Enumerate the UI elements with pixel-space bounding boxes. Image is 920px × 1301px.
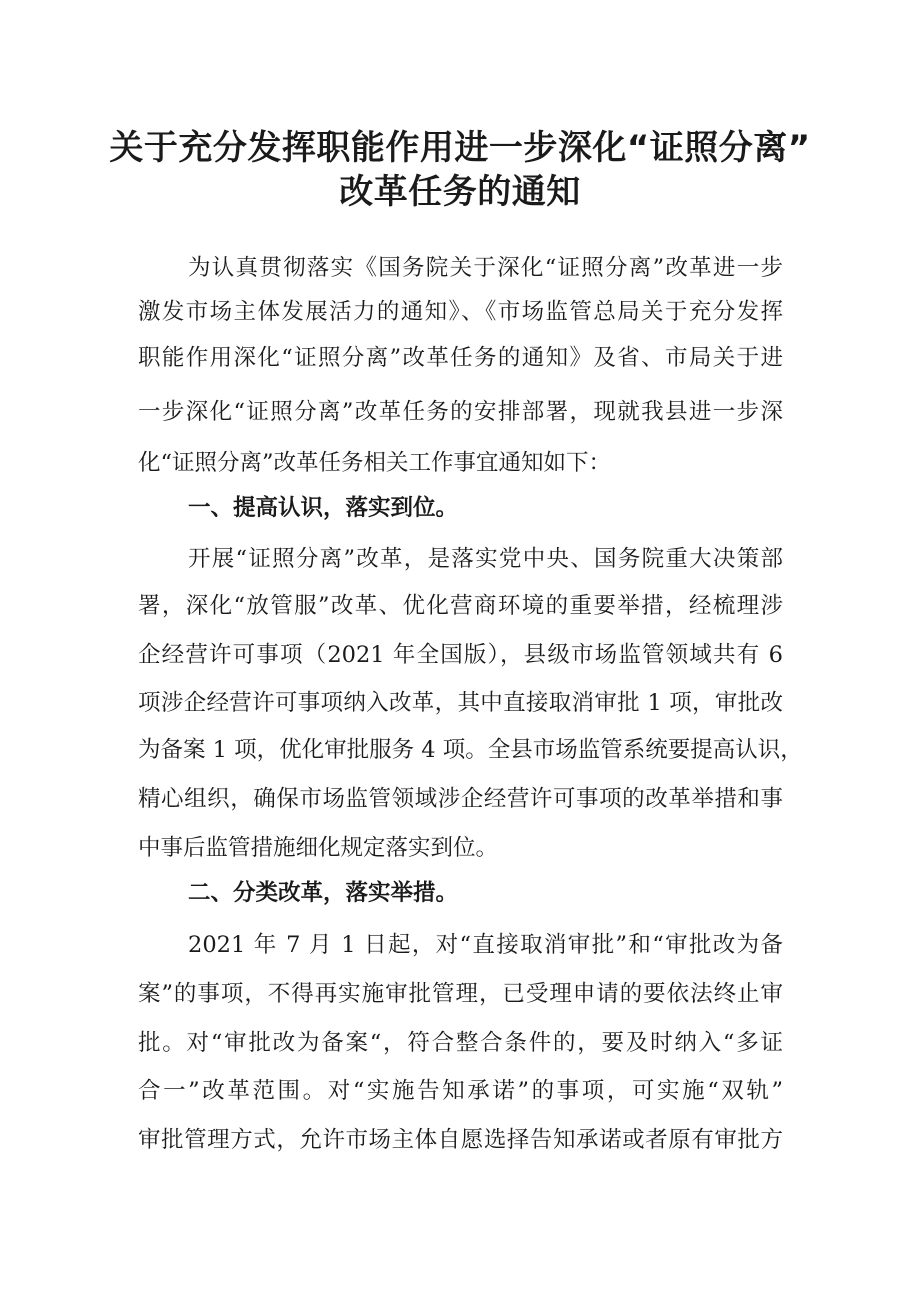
section2-paragraph-line: 批。对“审批改为备案“，符合整合条件的，要及时纳入“多证 [138,1030,783,1056]
section1-paragraph-line: 署，深化“放管服”改革、优化营商环境的重要举措，经梳理涉 [138,593,783,619]
intro-paragraph-line: 化“证照分离”改革任务相关工作事宜通知如下： [138,450,612,476]
intro-paragraph-line: 为认真贯彻落实《国务院关于深化“证照分离”改革进一步 [188,255,783,281]
section1-paragraph-line: 项涉企经营许可事项纳入改革，其中直接取消审批 1 项，审批改 [138,690,783,716]
intro-paragraph-line: 一步深化“证照分离”改革任务的安排部署，现就我县进一步深 [138,399,783,425]
document-title-line-1: 关于充分发挥职能作用进一步深化“证照分离” [109,128,811,168]
section1-paragraph-line: 为备案 1 项，优化审批服务 4 项。全县市场监管系统要提高认识， [138,737,803,763]
section1-paragraph-line: 中事后监管措施细化规定落实到位。 [138,835,499,861]
document-title-line-2: 改革任务的通知 [339,172,581,212]
section1-paragraph-line: 企经营许可事项（2021 年全国版），县级市场监管领域共有 6 [138,642,783,668]
section1-paragraph-line: 精心组织，确保市场监管领域涉企经营许可事项的改革举措和事 [138,786,783,812]
section2-paragraph-line: 案”的事项，不得再实施审批管理，已受理申请的要依法终止审 [138,981,783,1007]
section2-paragraph-line: 审批管理方式，允许市场主体自愿选择告知承诺或者原有审批方 [138,1127,783,1153]
section1-paragraph-line: 开展“证照分离”改革，是落实党中央、国务院重大决策部 [188,546,783,572]
section-heading-1: 一、提高认识，落实到位。 [188,495,459,521]
section2-paragraph-line: 合一”改革范围。对“实施告知承诺”的事项，可实施“双轨” [138,1078,783,1104]
section-heading-2: 二、分类改革，落实举措。 [188,880,459,906]
section2-paragraph-line: 2021 年 7 月 1 日起，对“直接取消审批”和“审批改为备 [188,932,783,958]
intro-paragraph-line: 激发市场主体发展活力的通知》、《市场监管总局关于充分发挥 [138,299,783,325]
intro-paragraph-line: 职能作用深化“证照分离”改革任务的通知》及省、市局关于进 [138,345,783,371]
